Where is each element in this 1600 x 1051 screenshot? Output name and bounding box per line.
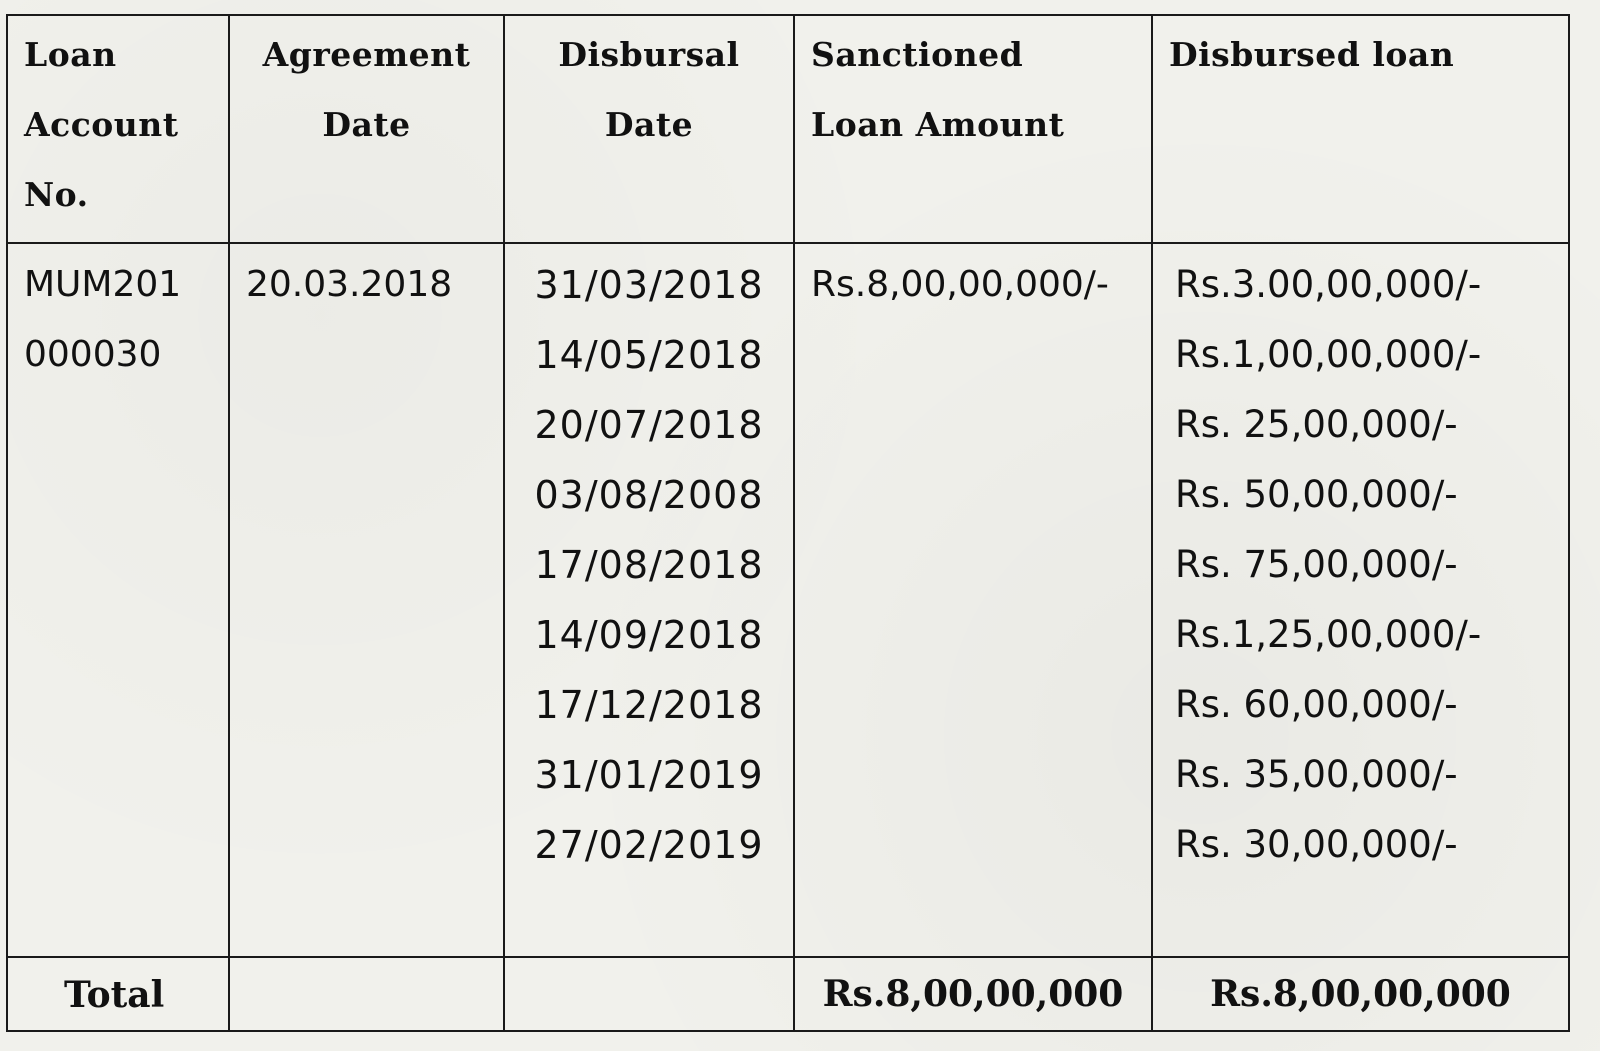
- sanctioned-amount-cell: [794, 243, 1152, 957]
- disbursal-date: 14/09/2018: [534, 613, 764, 657]
- agreement-date: 20.03.2018: [246, 264, 453, 305]
- disbursal-dates-cell: [504, 243, 794, 957]
- disbursed-amount: Rs. 60,00,000/-: [1175, 683, 1458, 726]
- disbursed-amount: Rs. 75,00,000/-: [1175, 543, 1458, 586]
- header-disbursal-date: Disbursal Date: [504, 15, 794, 243]
- disbursal-date: 20/07/2018: [534, 403, 764, 447]
- disbursed-amount: Rs.3.00,00,000/-: [1175, 263, 1482, 306]
- disbursed-amount: Rs.1,25,00,000/-: [1175, 613, 1482, 656]
- disbursal-date: 31/03/2018: [534, 263, 764, 307]
- sanctioned-amount: Rs.8,00,00,000/-: [811, 264, 1109, 305]
- disbursed-amount: Rs.1,00,00,000/-: [1175, 333, 1482, 376]
- disbursal-date: 31/01/2019: [534, 753, 764, 797]
- disbursed-amount: Rs. 25,00,000/-: [1175, 403, 1458, 446]
- disbursal-date: 17/08/2018: [534, 543, 764, 587]
- header-sanctioned-loan-amount: Sanctioned Loan Amount: [794, 15, 1152, 243]
- disbursal-date: 27/02/2019: [534, 823, 764, 867]
- agreement-date-cell: [229, 243, 504, 957]
- disbursal-date: 17/12/2018: [534, 683, 764, 727]
- header-loan-account-no: Loan Account No.: [7, 15, 229, 243]
- total-empty-cell: [229, 957, 504, 1031]
- disbursed-amounts-cell: [1152, 243, 1569, 957]
- account-no-cell: [7, 243, 229, 957]
- header-agreement-date: Agreement Date: [229, 15, 504, 243]
- total-row: [7, 957, 1569, 1031]
- disbursal-date: 14/05/2018: [534, 333, 764, 377]
- total-label: Total: [7, 957, 229, 1031]
- disbursed-amount: Rs. 35,00,000/-: [1175, 753, 1458, 796]
- total-sanctioned: Rs.8,00,00,000: [794, 957, 1152, 1031]
- total-empty-cell: [504, 957, 794, 1031]
- total-disbursed: Rs.8,00,00,000: [1152, 957, 1569, 1031]
- disbursed-amount: Rs. 50,00,000/-: [1175, 473, 1458, 516]
- header-row: [7, 15, 1569, 243]
- disbursal-date: 03/08/2008: [534, 473, 764, 517]
- loan-disbursement-table: [6, 14, 1570, 1032]
- data-row: [7, 243, 1569, 957]
- account-no-part: MUM201: [24, 264, 182, 305]
- disbursed-amount: Rs. 30,00,000/-: [1175, 823, 1458, 866]
- account-no-part: 000030: [24, 334, 162, 375]
- header-disbursed-loan: Disbursed loan: [1152, 15, 1569, 243]
